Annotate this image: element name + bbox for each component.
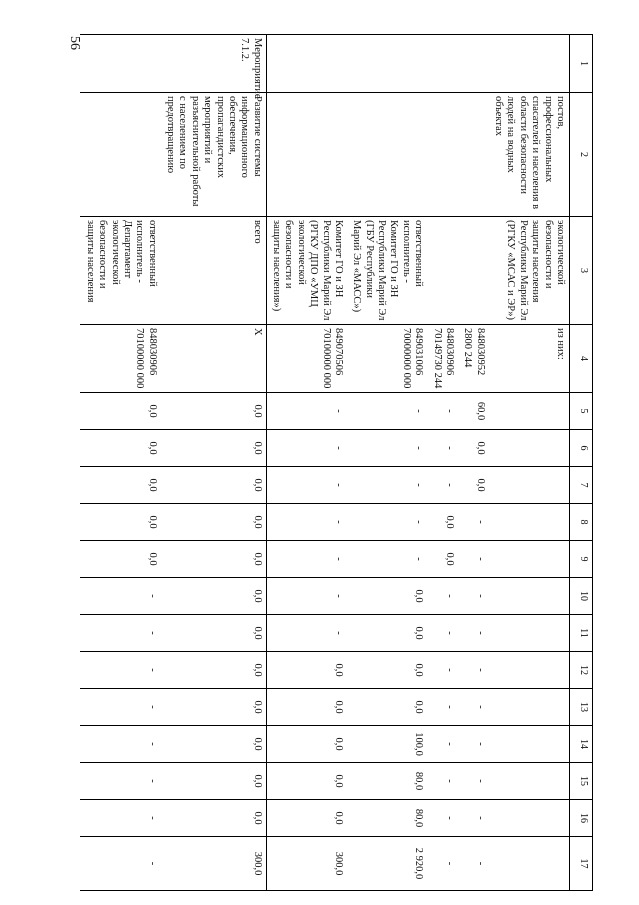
column-header-12: 12	[570, 652, 593, 689]
cell-col-4: 849070506 70100000 000	[266, 325, 347, 393]
cell-col-10	[489, 578, 570, 615]
table-body	[81, 35, 570, 891]
cell-col-1: Мероприятие 7.1.2.	[161, 35, 267, 93]
cell-col-15: 80,0	[347, 763, 427, 800]
cell-col-15	[489, 763, 570, 800]
column-header-15: 15	[570, 763, 593, 800]
cell-col-5: -	[347, 393, 427, 430]
cell-col-3: всего	[161, 217, 267, 325]
cell-col-5: 60,0	[458, 393, 489, 430]
cell-col-11: 0,0	[161, 615, 267, 652]
cell-col-3: ответственный исполнитель - Департамент экологической безопасности и защиты населения	[81, 217, 161, 325]
column-header-7: 7	[570, 467, 593, 504]
cell-col-2	[266, 93, 347, 217]
cell-col-12: 0,0	[266, 652, 347, 689]
cell-col-11: 0,0	[347, 615, 427, 652]
cell-col-15: -	[458, 763, 489, 800]
cell-col-7: -	[427, 467, 458, 504]
cell-col-7: -	[266, 467, 347, 504]
cell-col-3: Комитет ГО и ЗН Республики Марий Эл (РГКУ ДПО «УМЦ экологической безопасности и защиты населения»)	[266, 217, 347, 325]
cell-col-8: -	[347, 504, 427, 541]
cell-col-9	[489, 541, 570, 578]
page-number: 56	[67, 36, 82, 50]
cell-col-14: 0,0	[161, 726, 267, 763]
cell-col-10: 0,0	[347, 578, 427, 615]
cell-col-16: -	[81, 800, 161, 837]
cell-col-10: -	[458, 578, 489, 615]
column-header-16: 16	[570, 800, 593, 837]
cell-col-13: 0,0	[161, 689, 267, 726]
cell-col-2	[347, 93, 427, 217]
cell-col-15: 0,0	[161, 763, 267, 800]
column-header-9: 9	[570, 541, 593, 578]
cell-col-4: из них:	[489, 325, 570, 393]
cell-col-9: 0,0	[427, 541, 458, 578]
header-row	[570, 35, 593, 891]
cell-col-13: 0,0	[347, 689, 427, 726]
cell-col-10: 0,0	[161, 578, 267, 615]
cell-col-14: -	[81, 726, 161, 763]
cell-col-14: -	[427, 726, 458, 763]
cell-col-14: -	[458, 726, 489, 763]
column-header-11: 11	[570, 615, 593, 652]
column-header-13: 13	[570, 689, 593, 726]
budget-table-sheet	[47, 34, 593, 884]
table-row	[427, 35, 458, 891]
cell-col-8: 0,0	[161, 504, 267, 541]
cell-col-6: -	[427, 430, 458, 467]
cell-col-4: 848030906 70100000 000	[81, 325, 161, 393]
cell-col-1	[427, 35, 458, 93]
cell-col-5: -	[266, 393, 347, 430]
cell-col-6: 0,0	[81, 430, 161, 467]
column-header-3: 3	[570, 217, 593, 325]
cell-col-6: -	[347, 430, 427, 467]
cell-col-17: -	[427, 837, 458, 891]
budget-table	[81, 34, 594, 891]
table-row	[81, 35, 161, 891]
cell-col-17: -	[458, 837, 489, 891]
cell-col-11	[489, 615, 570, 652]
cell-col-14: 100,0	[347, 726, 427, 763]
cell-col-3	[427, 217, 458, 325]
cell-col-12: 0,0	[347, 652, 427, 689]
cell-col-8	[489, 504, 570, 541]
cell-col-9: 0,0	[161, 541, 267, 578]
cell-col-7: 0,0	[81, 467, 161, 504]
cell-col-2	[458, 93, 489, 217]
cell-col-12: -	[458, 652, 489, 689]
cell-col-16	[489, 800, 570, 837]
cell-col-16: 80,0	[347, 800, 427, 837]
cell-col-8: -	[458, 504, 489, 541]
cell-col-16: 0,0	[266, 800, 347, 837]
cell-col-1	[81, 35, 161, 93]
column-header-1: 1	[570, 35, 593, 93]
cell-col-2: Развитие системы информационного обеспечения, пропагандистских мероприятий и разъяснительной работы с населением по предотвращению	[161, 93, 267, 217]
cell-col-7	[489, 467, 570, 504]
column-header-4: 4	[570, 325, 593, 393]
cell-col-13: -	[427, 689, 458, 726]
cell-col-14	[489, 726, 570, 763]
cell-col-4: 848030952 2800 244	[458, 325, 489, 393]
cell-col-5: 0,0	[81, 393, 161, 430]
table-row	[458, 35, 489, 891]
cell-col-9: -	[266, 541, 347, 578]
cell-col-5: 0,0	[161, 393, 267, 430]
cell-col-4: 849031006 70000000 000	[347, 325, 427, 393]
cell-col-15: 0,0	[266, 763, 347, 800]
cell-col-6: 0,0	[161, 430, 267, 467]
column-header-6: 6	[570, 430, 593, 467]
cell-col-12: -	[81, 652, 161, 689]
cell-col-6	[489, 430, 570, 467]
cell-col-2: постов, профессиональных спасателей и населения в области безопасности людей на водных объектах	[489, 93, 570, 217]
cell-col-7: 0,0	[458, 467, 489, 504]
cell-col-12: 0,0	[161, 652, 267, 689]
table-row	[161, 35, 267, 891]
cell-col-13: -	[458, 689, 489, 726]
cell-col-12	[489, 652, 570, 689]
cell-col-8: -	[266, 504, 347, 541]
column-header-2: 2	[570, 93, 593, 217]
cell-col-15: -	[427, 763, 458, 800]
cell-col-3	[458, 217, 489, 325]
cell-col-17: 2 920,0	[347, 837, 427, 891]
cell-col-5: -	[427, 393, 458, 430]
cell-col-13	[489, 689, 570, 726]
cell-col-16: -	[427, 800, 458, 837]
cell-col-8: 0,0	[427, 504, 458, 541]
cell-col-2	[427, 93, 458, 217]
cell-col-17	[489, 837, 570, 891]
cell-col-4: X	[161, 325, 267, 393]
cell-col-13: 0,0	[266, 689, 347, 726]
cell-col-10: -	[81, 578, 161, 615]
cell-col-9: -	[347, 541, 427, 578]
cell-col-6: 0,0	[458, 430, 489, 467]
cell-col-17: -	[81, 837, 161, 891]
cell-col-11: -	[81, 615, 161, 652]
cell-col-7: -	[347, 467, 427, 504]
cell-col-8: 0,0	[81, 504, 161, 541]
cell-col-11: -	[427, 615, 458, 652]
cell-col-14: 0,0	[266, 726, 347, 763]
cell-col-17: 300,0	[161, 837, 267, 891]
cell-col-11: -	[266, 615, 347, 652]
table-row	[489, 35, 570, 891]
column-header-17: 17	[570, 837, 593, 891]
cell-col-6: -	[266, 430, 347, 467]
cell-col-9: -	[458, 541, 489, 578]
column-header-8: 8	[570, 504, 593, 541]
cell-col-2	[81, 93, 161, 217]
cell-col-3: экологической безопасности и защиты населения Республики Марий Эл (РГКУ «МСАС и ЭР»)	[489, 217, 570, 325]
cell-col-1	[458, 35, 489, 93]
column-header-14: 14	[570, 726, 593, 763]
column-header-10: 10	[570, 578, 593, 615]
cell-col-11: -	[458, 615, 489, 652]
table-row	[347, 35, 427, 891]
cell-col-1	[489, 35, 570, 93]
cell-col-16: 0,0	[161, 800, 267, 837]
cell-col-10: -	[266, 578, 347, 615]
cell-col-5	[489, 393, 570, 430]
cell-col-15: -	[81, 763, 161, 800]
column-header-5: 5	[570, 393, 593, 430]
cell-col-3: ответственный исполнитель - Комитет ГО и ЗН Республики Марий Эл (ГБУ Республики Марий Эл «МАСС»)	[347, 217, 427, 325]
cell-col-16: -	[458, 800, 489, 837]
cell-col-13: -	[81, 689, 161, 726]
cell-col-1	[347, 35, 427, 93]
cell-col-4: 848030906 70149730 244	[427, 325, 458, 393]
table-row	[266, 35, 347, 891]
cell-col-7: 0,0	[161, 467, 267, 504]
cell-col-10: -	[427, 578, 458, 615]
cell-col-9: 0,0	[81, 541, 161, 578]
cell-col-1	[266, 35, 347, 93]
cell-col-12: -	[427, 652, 458, 689]
cell-col-17: 300,0	[266, 837, 347, 891]
